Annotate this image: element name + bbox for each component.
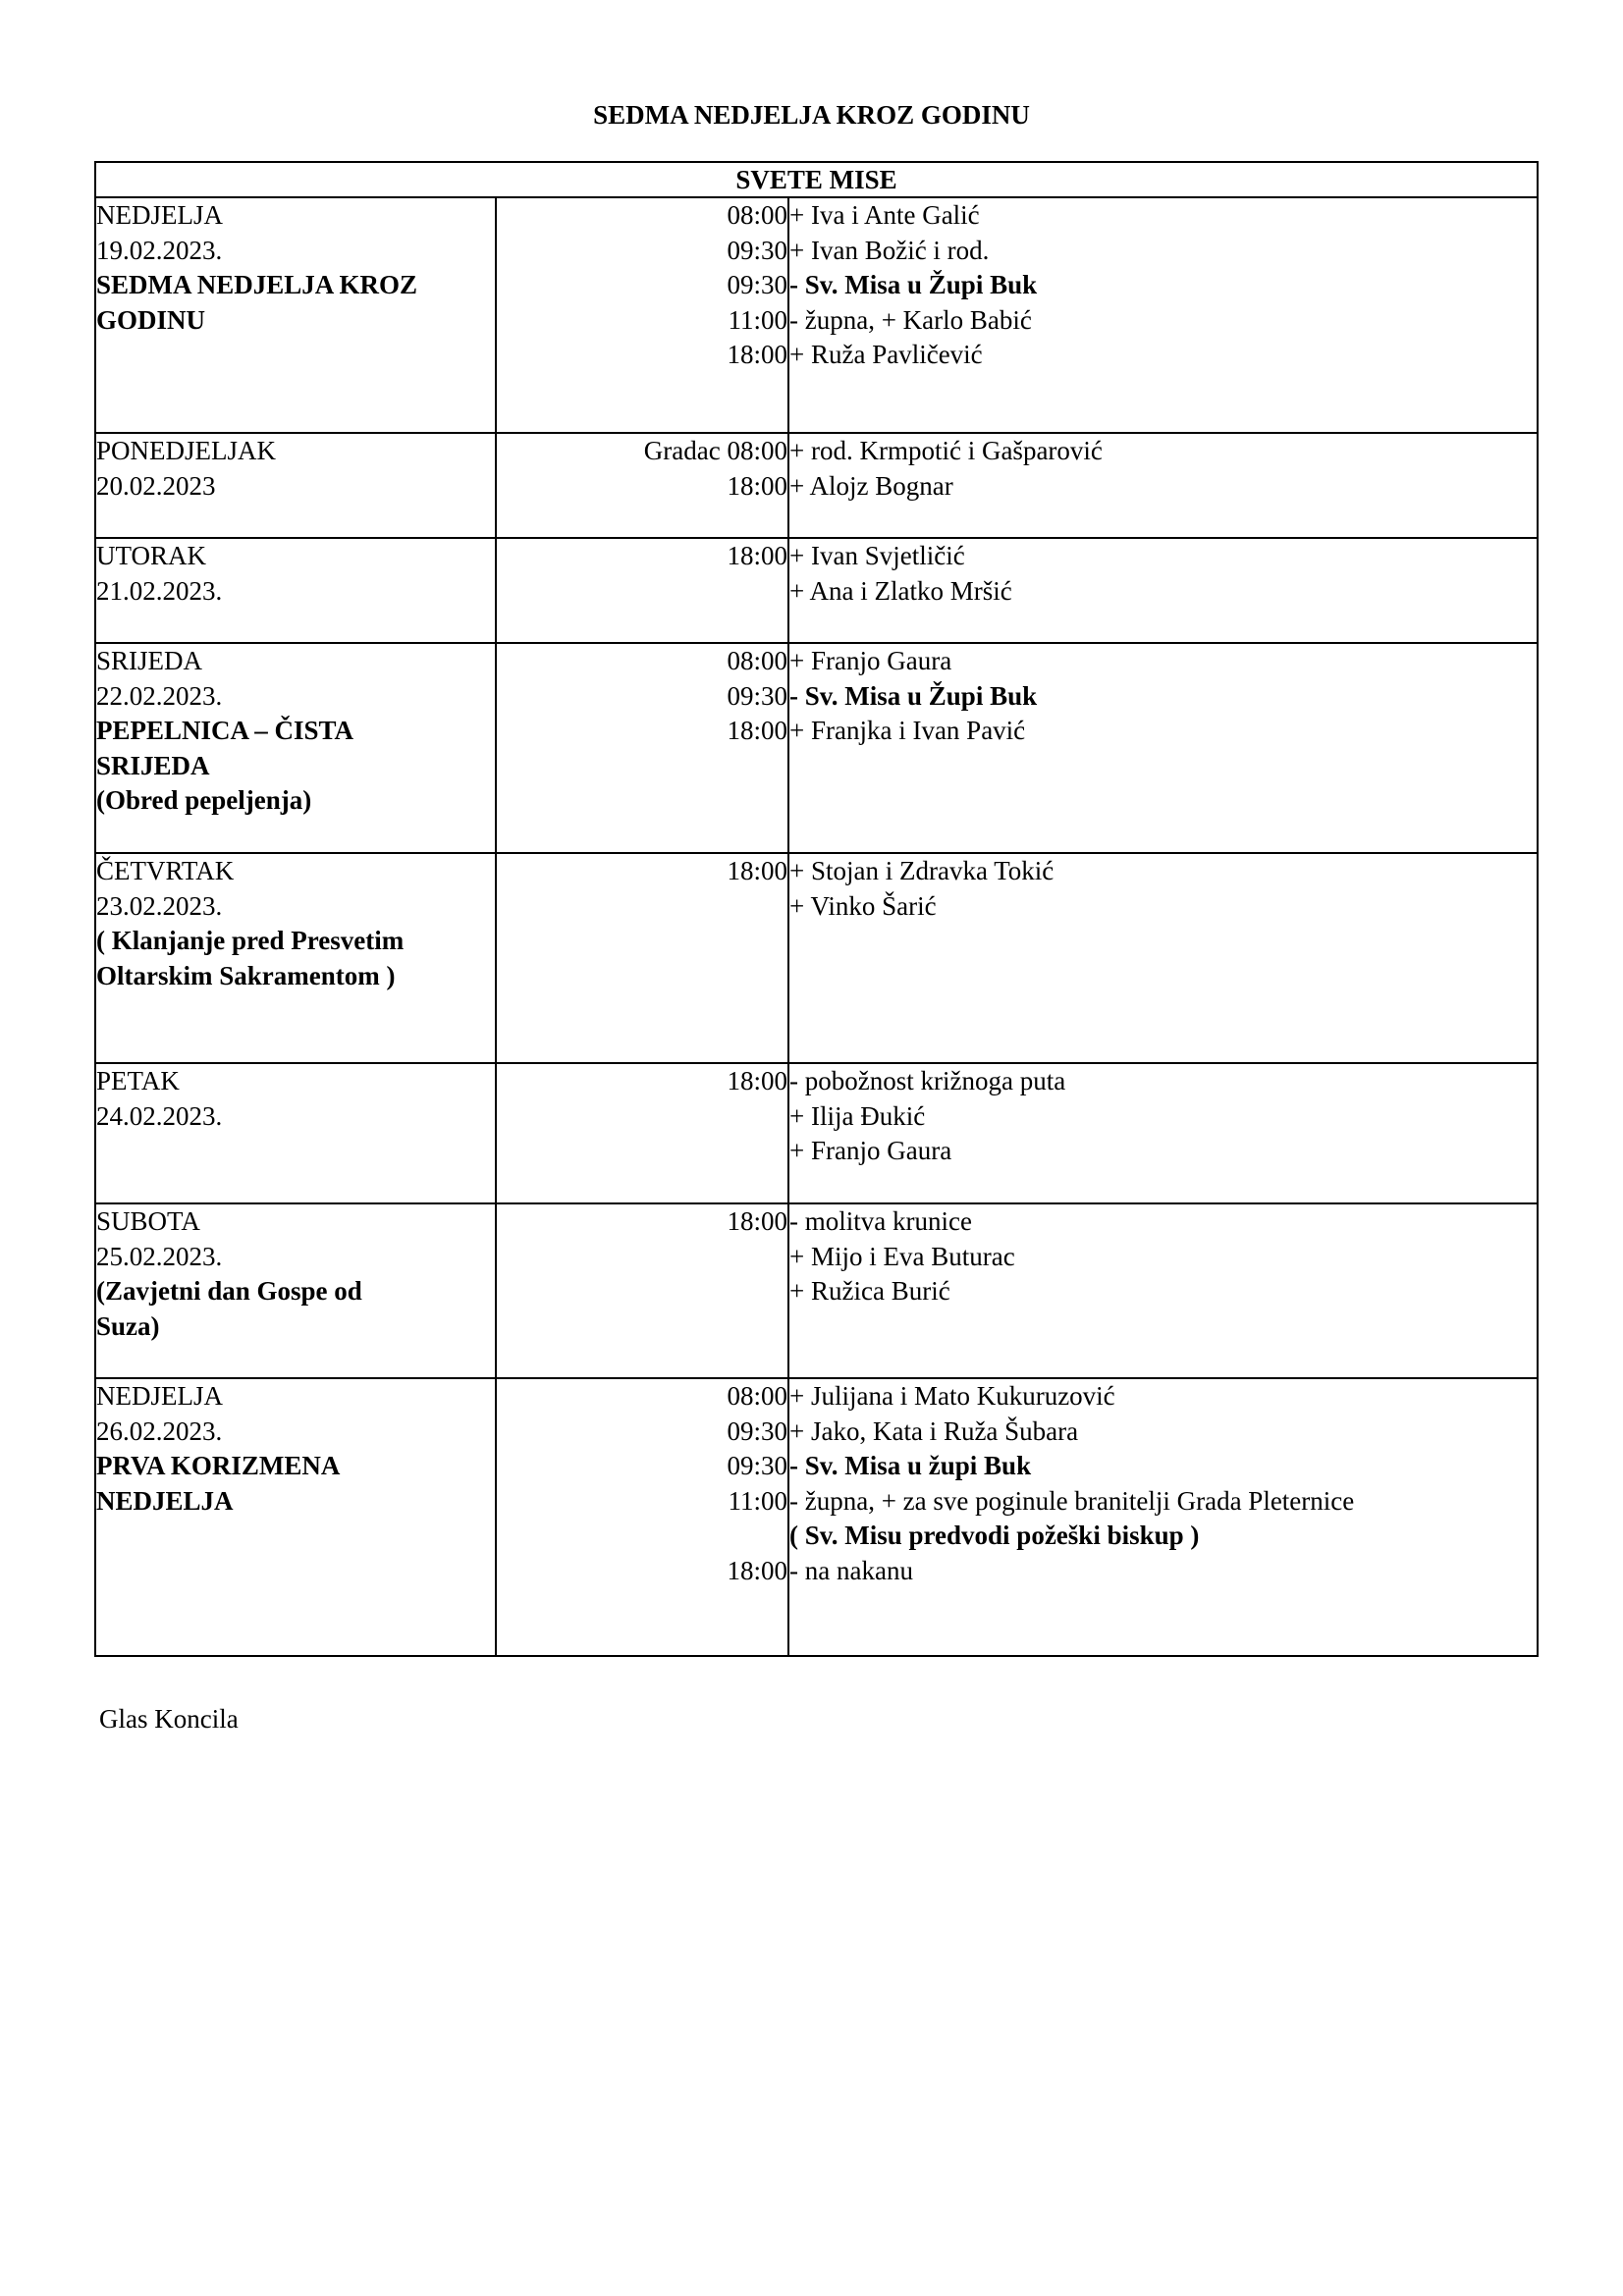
mass-intention: - pobožnost križnoga puta bbox=[789, 1066, 1066, 1095]
mass-intention: + Franjo Gaura bbox=[789, 646, 952, 675]
day-name: PONEDJELJAK bbox=[96, 436, 277, 465]
day-note: (Zavjetni dan Gospe od bbox=[96, 1276, 362, 1306]
mass-time: 08:00 bbox=[727, 200, 787, 230]
mass-intention: - župna, + za sve poginule branitelji Grada Pleternice bbox=[789, 1485, 1355, 1516]
mass-intention: + Ruža Pavličević bbox=[789, 340, 983, 369]
mass-intention: + Ivan Svjetličić bbox=[789, 541, 965, 570]
mass-time: 11:00 bbox=[728, 304, 787, 335]
day-name: PETAK bbox=[96, 1066, 180, 1095]
day-note: (Obred pepeljenja) bbox=[96, 785, 312, 815]
mass-time: 09:30 bbox=[727, 680, 787, 711]
time-cell bbox=[496, 1378, 788, 1656]
table-row bbox=[95, 433, 1538, 538]
day-cell bbox=[95, 433, 496, 538]
intention-cell bbox=[788, 1063, 1538, 1203]
day-name: ČETVRTAK bbox=[96, 856, 235, 885]
mass-time: 11:00 bbox=[728, 1485, 787, 1516]
day-cell bbox=[95, 1203, 496, 1378]
mass-time: 09:30 bbox=[727, 1415, 787, 1446]
day-date: 24.02.2023. bbox=[96, 1100, 223, 1131]
mass-time: 08:00 bbox=[727, 646, 787, 675]
mass-intention: + Ružica Burić bbox=[789, 1276, 950, 1306]
mass-intention: + Stojan i Zdravka Tokić bbox=[789, 856, 1055, 885]
mass-schedule-table bbox=[94, 161, 1539, 1657]
day-date: 26.02.2023. bbox=[96, 1415, 223, 1446]
day-note: Suza) bbox=[96, 1310, 160, 1341]
mass-intention: + Vinko Šarić bbox=[789, 890, 937, 921]
mass-time: 18:00 bbox=[727, 716, 787, 745]
mass-time: 18:00 bbox=[727, 340, 787, 369]
mass-intention: - Sv. Misa u župi Buk bbox=[789, 1451, 1032, 1480]
day-cell bbox=[95, 197, 496, 433]
intention-cell bbox=[788, 643, 1538, 853]
mass-time: Gradac 08:00 bbox=[643, 436, 787, 465]
mass-time: 18:00 bbox=[727, 1066, 787, 1095]
mass-time: 09:30 bbox=[727, 1451, 787, 1480]
table-row bbox=[95, 197, 1538, 433]
time-cell bbox=[496, 433, 788, 538]
day-note: NEDJELJA bbox=[96, 1485, 234, 1516]
day-date: 23.02.2023. bbox=[96, 890, 223, 921]
day-name: UTORAK bbox=[96, 541, 207, 570]
day-note: SEDMA NEDJELJA KROZ bbox=[96, 270, 418, 299]
day-name: NEDJELJA bbox=[96, 200, 223, 230]
mass-time: 18:00 bbox=[727, 1555, 787, 1585]
mass-intention: + Iva i Ante Galić bbox=[789, 200, 980, 230]
day-note: ( Klanjanje pred Presvetim bbox=[96, 926, 405, 955]
intention-cell bbox=[788, 1203, 1538, 1378]
mass-intention: - Sv. Misa u Župi Buk bbox=[789, 680, 1038, 711]
mass-intention: - Sv. Misa u Župi Buk bbox=[789, 270, 1038, 299]
intention-cell bbox=[788, 853, 1538, 1063]
day-date: 22.02.2023. bbox=[96, 680, 223, 711]
table-row bbox=[95, 1378, 1538, 1656]
mass-time: 18:00 bbox=[727, 1206, 787, 1236]
mass-time bbox=[497, 1519, 787, 1554]
mass-intention: + Ivan Božić i rod. bbox=[789, 235, 990, 265]
mass-intention: + Julijana i Mato Kukuruzović bbox=[789, 1381, 1115, 1411]
day-note: PEPELNICA – ČISTA bbox=[96, 716, 354, 745]
mass-intention: + Mijo i Eva Buturac bbox=[789, 1241, 1015, 1271]
day-date: 20.02.2023 bbox=[96, 470, 216, 501]
day-note: Oltarskim Sakramentom ) bbox=[96, 960, 396, 990]
schedule-body bbox=[95, 197, 1538, 1656]
day-name: SUBOTA bbox=[96, 1206, 200, 1236]
mass-intention: - župna, + Karlo Babić bbox=[789, 304, 1032, 335]
day-cell bbox=[95, 853, 496, 1063]
table-row bbox=[95, 1063, 1538, 1203]
day-cell bbox=[95, 643, 496, 853]
day-cell bbox=[95, 1378, 496, 1656]
time-cell bbox=[496, 538, 788, 643]
day-date: 21.02.2023. bbox=[96, 575, 223, 606]
mass-intention: + rod. Krmpotić i Gašparović bbox=[789, 436, 1103, 465]
intention-cell bbox=[788, 538, 1538, 643]
time-cell bbox=[496, 197, 788, 433]
mass-time: 18:00 bbox=[727, 856, 787, 885]
mass-time: 18:00 bbox=[727, 541, 787, 570]
footer-source: Glas Koncila bbox=[99, 1704, 239, 1734]
mass-time: 09:30 bbox=[727, 270, 787, 299]
mass-intention: + Alojz Bognar bbox=[789, 470, 953, 501]
mass-time: 18:00 bbox=[727, 470, 787, 501]
intention-cell bbox=[788, 433, 1538, 538]
intention-cell bbox=[788, 1378, 1538, 1656]
day-name: SRIJEDA bbox=[96, 646, 203, 675]
day-cell bbox=[95, 538, 496, 643]
mass-time: 08:00 bbox=[727, 1381, 787, 1411]
mass-intention: + Franjka i Ivan Pavić bbox=[789, 716, 1026, 745]
time-cell bbox=[496, 1063, 788, 1203]
day-note: SRIJEDA bbox=[96, 750, 210, 780]
mass-intention: + Franjo Gaura bbox=[789, 1136, 952, 1165]
time-cell bbox=[496, 853, 788, 1063]
time-cell bbox=[496, 1203, 788, 1378]
mass-intention: ( Sv. Misu predvodi požeški biskup ) bbox=[789, 1521, 1200, 1550]
mass-intention: + Ilija Đukić bbox=[789, 1100, 926, 1131]
mass-intention: + Jako, Kata i Ruža Šubara bbox=[789, 1415, 1079, 1446]
table-row bbox=[95, 1203, 1538, 1378]
day-date: 19.02.2023. bbox=[96, 235, 223, 265]
day-name: NEDJELJA bbox=[96, 1381, 223, 1411]
mass-time: 09:30 bbox=[727, 235, 787, 265]
page-title: SEDMA NEDJELJA KROZ GODINU bbox=[593, 100, 1030, 130]
table-row bbox=[95, 853, 1538, 1063]
day-note: GODINU bbox=[96, 304, 206, 335]
table-header: SVETE MISE bbox=[95, 162, 1538, 197]
day-note: PRVA KORIZMENA bbox=[96, 1451, 341, 1480]
mass-intention: - na nakanu bbox=[789, 1555, 913, 1585]
day-cell bbox=[95, 1063, 496, 1203]
mass-intention: - molitva krunice bbox=[789, 1206, 972, 1236]
day-date: 25.02.2023. bbox=[96, 1241, 223, 1271]
time-cell bbox=[496, 643, 788, 853]
intention-cell bbox=[788, 197, 1538, 433]
table-row bbox=[95, 538, 1538, 643]
table-header-row bbox=[95, 162, 1538, 197]
table-row bbox=[95, 643, 1538, 853]
mass-intention: + Ana i Zlatko Mršić bbox=[789, 575, 1012, 606]
